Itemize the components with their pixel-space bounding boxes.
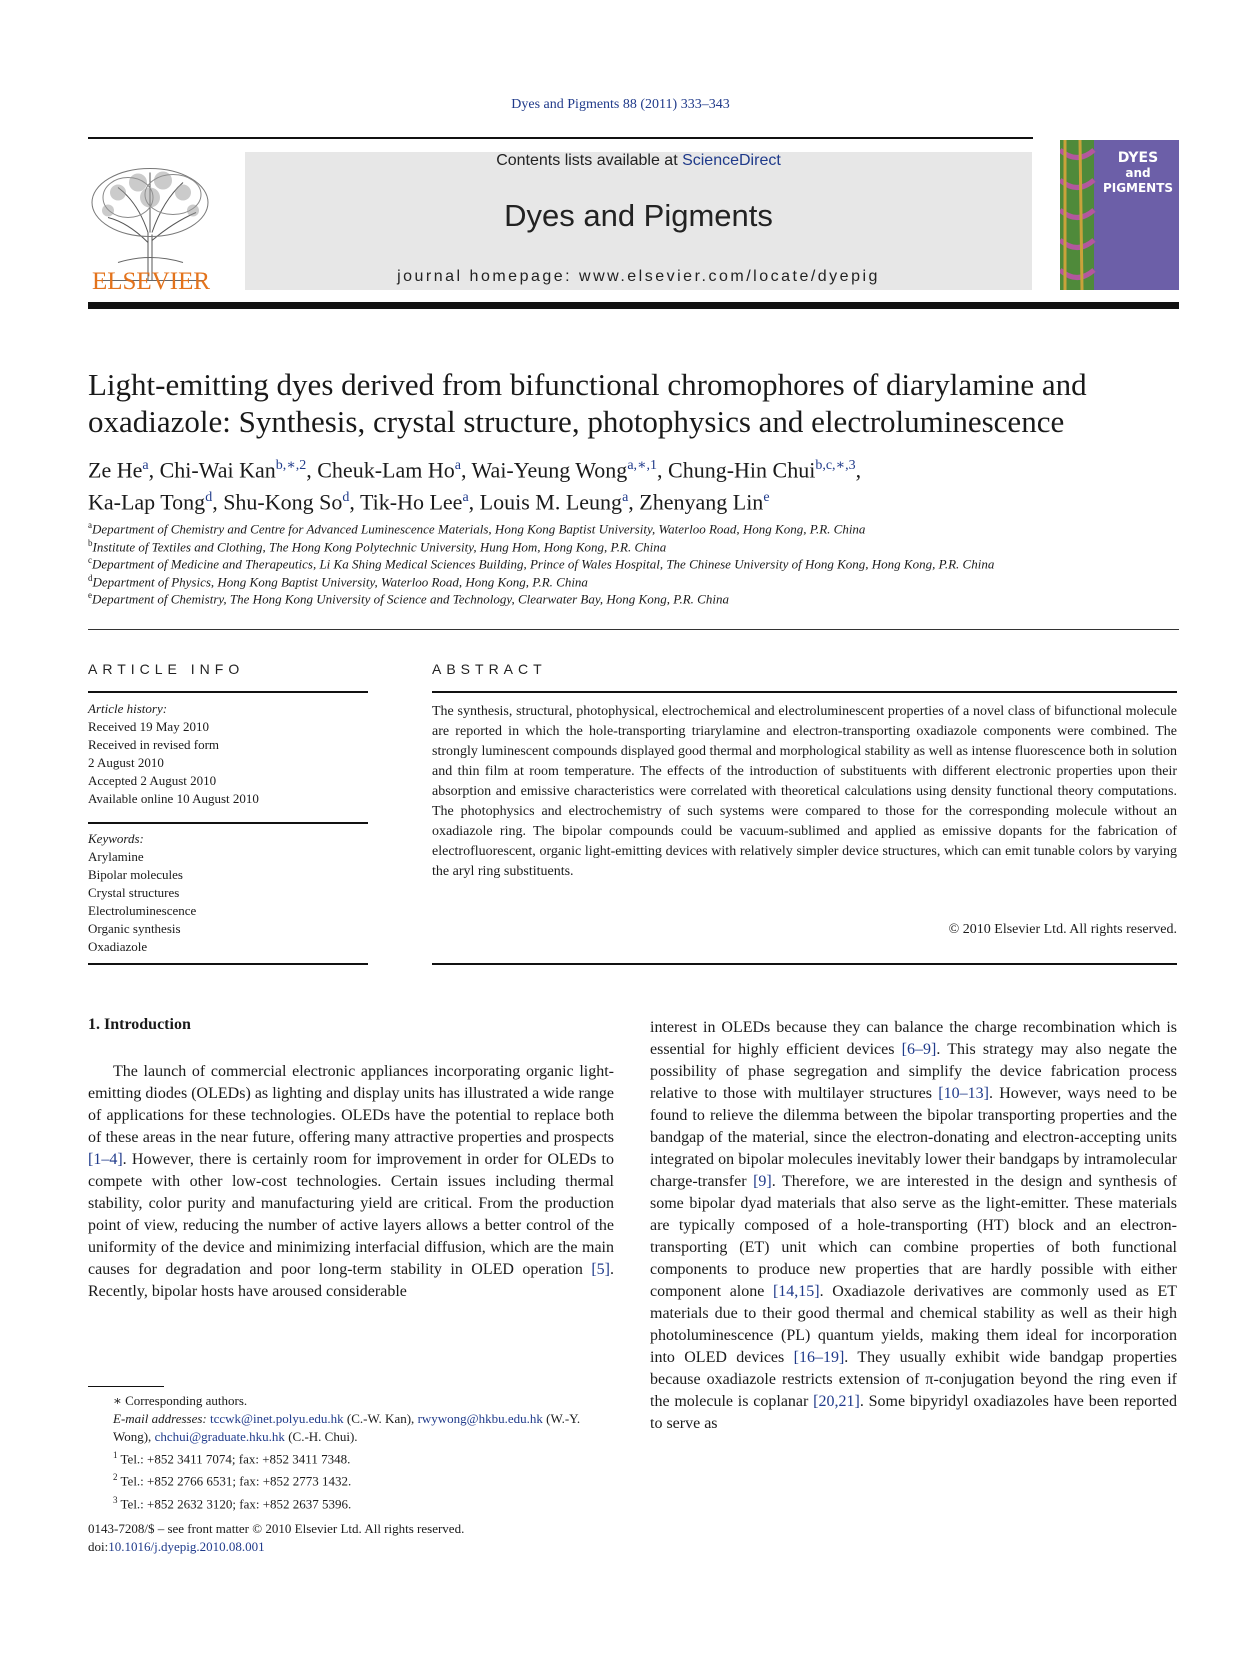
author-name: Cheuk-Lam Ho — [317, 457, 455, 483]
author-name: Tik-Ho Lee — [359, 489, 463, 515]
keyword: Organic synthesis — [88, 921, 181, 936]
email-owner: (C.-W. Kan), — [343, 1411, 418, 1426]
history-item: Accepted 2 August 2010 — [88, 773, 217, 788]
article-info-bottom-rule — [88, 963, 368, 965]
cover-title-line1: DYES — [1117, 150, 1159, 166]
body-text: . Therefore, we are interested in the design and synthesis of some bipolar dyad materials that also serve as the light-emitter. These materials are typically composed of a hole-transporting (HT) block and an electron-transporting (ET) unit which can combine properties of both functional components to produce new properties that are hardly possible with either component alone — [650, 1173, 1177, 1300]
author-affiliation-mark[interactable]: a — [454, 458, 461, 473]
keyword: Electroluminescence — [88, 903, 197, 918]
abstract-copyright: © 2010 Elsevier Ltd. All rights reserved. — [948, 922, 1177, 937]
email-owner: (C.-H. Chui). — [284, 1429, 358, 1444]
author-affiliation-mark[interactable]: d — [205, 490, 213, 506]
footnote-number: 2 — [113, 1472, 118, 1483]
keyword: Oxadiazole — [88, 939, 148, 954]
contents-prefix: Contents lists available at — [496, 152, 683, 169]
affiliation-text: Department of Chemistry and Centre for Advanced Luminescence Materials, Hong Kong Baptist University, Waterloo Road, Hong Kong, P.R. China — [92, 521, 866, 537]
affiliation-text: Department of Medicine and Therapeutics, Li Ka Shing Medical Sciences Building, Prince of Wales Hospital, The Chinese University of Hong Kong, Hong Kong, P.R. China — [92, 556, 995, 572]
history-list — [88, 718, 368, 808]
issn-line: 0143-7208/$ – see front matter © 2010 Elsevier Ltd. All rights reserved. — [88, 1521, 465, 1536]
affiliation-mark: d — [88, 572, 93, 583]
header-thick-rule — [88, 302, 1179, 309]
reference-link[interactable]: [1–4] — [88, 1151, 123, 1168]
history-item: Received in revised form — [88, 737, 220, 752]
keyword-list — [88, 848, 368, 956]
body-text: . However, there is certainly room for improvement in order for OLEDs to compete with other low-cost technologies. Certain issues including thermal stability, color purity and manufacturing yield are critical. From the production point of view, reducing the number of active layers allows a better control of the uniformity of the device and minimizing interfacial diffusion, which are the main causes for degradation and poor long-term stability in OLED operation — [88, 1151, 614, 1278]
cover-title-line3: PIGMENTS — [1102, 181, 1174, 195]
body-text: . They usually exhibit wide bandgap properties because oxadiazole restricts extension of π-conjugation beyond the ring even if the molecule is coplanar — [650, 1349, 1177, 1410]
body-text: . Recently, bipolar hosts have aroused considerable — [88, 1261, 614, 1300]
footnote-number: 3 — [113, 1494, 118, 1505]
telephone-note — [88, 1446, 614, 1468]
footnote-rule — [88, 1386, 164, 1387]
body-text: The launch of commercial electronic appliances incorporating organic light-emitting diodes (OLEDs) as lighting and display units has illustrated a wide range of applications for these technologies. OLEDs have the potential to replace both of these areas in the near future, offering many attractive properties and prospects — [88, 1063, 614, 1146]
author-name: Zhenyang Lin — [639, 489, 764, 515]
author-line-1: Ze He$^a$, Chi-Wai Kan$^{b,∗,2}$, Cheuk-Lam Ho$^a$, Wai-Yeung Wong$^{a,∗,1}$, Chung-Hin Chui$^{b,c,∗,3}$, — [88, 457, 862, 483]
reference-link[interactable]: [9] — [753, 1173, 772, 1190]
author-name: Ze He — [88, 457, 143, 483]
doi-line — [88, 1538, 614, 1556]
affiliation-mark: e — [88, 590, 92, 600]
author-name: Chi-Wai Kan — [159, 457, 276, 483]
author-affiliation-mark[interactable]: b,∗,2 — [275, 458, 307, 473]
author-line-2: Ka-Lap Tong$^d$, Shu-Kong So$^d$, Tik-Ho Lee$^a$, Louis M. Leung$^a$, Zhenyang Lin$^e$ — [88, 489, 770, 515]
reference-link[interactable]: [10–13] — [938, 1085, 989, 1102]
journal-homepage[interactable]: journal homepage: www.elsevier.com/locate/dyepig — [397, 268, 880, 285]
affiliation-text: Department of Physics, Hong Kong Baptist University, Waterloo Road, Hong Kong, P.R. China — [92, 573, 588, 589]
telephone-text: Tel.: +852 3411 7074; fax: +852 3411 7348. — [117, 1451, 351, 1467]
affiliation-mark: a — [88, 520, 92, 530]
affiliation-mark: c — [88, 555, 92, 565]
abstract-rule — [432, 691, 1177, 693]
footnotes — [88, 1392, 614, 1513]
author-affiliation-mark[interactable]: a,∗,1 — [627, 458, 658, 473]
abstract-heading: ABSTRACT — [432, 661, 547, 677]
article-title: Light-emitting dyes derived from bifunctional chromophores of diarylamine and oxadiazole: Synthesis, crystal structure, photophysics and electroluminescence — [88, 367, 1087, 439]
affiliation — [88, 587, 1183, 607]
section-divider — [88, 629, 1179, 630]
author-affiliation-mark[interactable]: e — [763, 490, 770, 506]
contents-line — [245, 152, 1032, 170]
author-name: Ka-Lap Tong — [88, 489, 206, 515]
email-label: E-mail addresses: — [113, 1411, 211, 1426]
reference-link[interactable]: [6–9] — [901, 1041, 937, 1058]
publisher-wordmark: ELSEVIER — [91, 268, 211, 295]
email-link[interactable]: rwywong@hkbu.edu.hk — [417, 1411, 543, 1426]
author-name: Wai-Yeung Wong — [471, 457, 628, 483]
history-item: Received 19 May 2010 — [88, 719, 209, 734]
affiliation-mark: b — [88, 537, 93, 548]
affiliation-text: Institute of Textiles and Clothing, The Hong Kong Polytechnic University, Hung Hom, Hong Kong, P.R. China — [92, 538, 667, 554]
keyword: Arylamine — [88, 849, 144, 864]
reference-link[interactable]: [20,21] — [813, 1393, 860, 1410]
abstract-text: The synthesis, structural, photophysical, electrochemical and electroluminescent properties of a novel class of bifunctional molecule are reported in which the hole-transporting triarylamine and electron-transporting oxadiazole components were combined. The strongly luminescent compounds displayed good thermal and morphological stability as well as intense fluorescence both in solution and thin film at room temperature. The effects of the introduction of substituents with different electronic properties upon their absorption and emissive characteristics were correlated with theoretical calculations using density functional theory computations. The photophysics and electrochemistry of such systems were compared to those for the corresponding molecule without an oxadiazole ring. The bipolar compounds could be vacuum-sublimed and applied as emissive dopants for the fabrication of electrofluorescent, organic light-emitting devices with relatively simpler device structures, which can emit tunable colors by varying the aryl ring substituents. — [432, 704, 1177, 879]
header-rule — [88, 137, 1033, 139]
author-affiliation-mark[interactable]: a — [622, 490, 629, 506]
article-history — [88, 700, 368, 808]
reference-link[interactable]: [14,15] — [772, 1283, 820, 1300]
telephone-notes — [88, 1446, 614, 1513]
reference-link[interactable]: [16–19] — [793, 1349, 845, 1366]
introduction-heading: 1. Introduction — [88, 1016, 191, 1033]
intro-column-left — [88, 1061, 614, 1303]
telephone-note — [88, 1491, 614, 1513]
abstract-bottom-rule — [432, 963, 1177, 965]
email-link[interactable]: chchui@graduate.hku.hk — [154, 1429, 285, 1444]
author-affiliation-mark[interactable]: b,c,∗,3 — [815, 458, 856, 473]
body-text: . Some bipyridyl oxadiazoles have been reported to serve as — [650, 1393, 1178, 1432]
doi-label: doi: — [88, 1539, 109, 1554]
article-info-rule — [88, 691, 368, 693]
keywords-label: Keywords: — [88, 831, 144, 846]
keyword: Crystal structures — [88, 885, 180, 900]
history-label: Article history: — [88, 701, 168, 716]
journal-cover-thumbnail — [1060, 140, 1179, 290]
article-info-heading: ARTICLE INFO — [88, 661, 245, 677]
keyword: Bipolar molecules — [88, 867, 183, 882]
front-matter — [88, 1520, 614, 1556]
author-affiliation-mark[interactable]: a — [142, 458, 149, 473]
cover-title-line2: and — [1125, 166, 1151, 180]
author-affiliation-mark[interactable]: a — [462, 490, 469, 506]
body-text: . Oxadiazole derivatives are commonly used as ET materials due to their good thermal and chemical stability as well as their high photoluminescence (PL) quantum yields, making them ideal for incorporation into OLED devices — [650, 1283, 1177, 1366]
footnote-number: 1 — [113, 1450, 118, 1460]
author-affiliation-mark[interactable]: d — [342, 490, 350, 506]
email-owner: (W.-Y. Wong), — [113, 1411, 581, 1444]
telephone-text: Tel.: +852 2766 6531; fax: +852 2773 1432. — [117, 1473, 352, 1489]
email-link[interactable]: tccwk@inet.polyu.edu.hk — [210, 1411, 344, 1426]
body-text: . However, ways need to be found to relieve the dilemma between the bipolar transporting properties and the bandgap of the material, since the electron-donating and electron-accepting units integrated on bipolar molecules inevitably lower their bandgaps by intramolecular charge-transfer — [650, 1085, 1177, 1190]
author-name: Louis M. Leung — [479, 489, 623, 515]
body-text: . This strategy may also negate the possibility of phase segregation and simplify the device fabrication process relative to those with multilayer structures — [650, 1041, 1178, 1102]
intro-column-right — [650, 1017, 1177, 1435]
affiliation-text: Department of Chemistry, The Hong Kong University of Science and Technology, Clearwater Bay, Hong Kong, P.R. China — [92, 591, 729, 607]
history-item: 2 August 2010 — [88, 755, 164, 770]
reference-link[interactable]: [5] — [591, 1261, 610, 1278]
history-item: Available online 10 August 2010 — [88, 791, 259, 806]
keywords-rule — [88, 822, 368, 824]
body-text: interest in OLEDs because they can balance the charge recombination which is essential for highly efficient devices — [650, 1019, 1177, 1058]
telephone-text: Tel.: +852 2632 3120; fax: +852 2637 5396. — [117, 1495, 352, 1511]
corresponding-note: ∗ Corresponding authors. — [113, 1393, 248, 1408]
email-addresses — [88, 1410, 614, 1446]
author-name: Chung-Hin Chui — [668, 457, 816, 483]
telephone-note — [88, 1468, 614, 1490]
journal-title: Dyes and Pigments — [504, 198, 773, 233]
keywords-block — [88, 830, 368, 956]
doi-link[interactable]: 10.1016/j.dyepig.2010.08.001 — [108, 1539, 265, 1554]
sciencedirect-link[interactable]: ScienceDirect — [682, 152, 781, 169]
author-list — [88, 452, 1183, 517]
journal-citation[interactable]: Dyes and Pigments 88 (2011) 333–343 — [511, 97, 730, 112]
author-name: Shu-Kong So — [223, 489, 343, 515]
